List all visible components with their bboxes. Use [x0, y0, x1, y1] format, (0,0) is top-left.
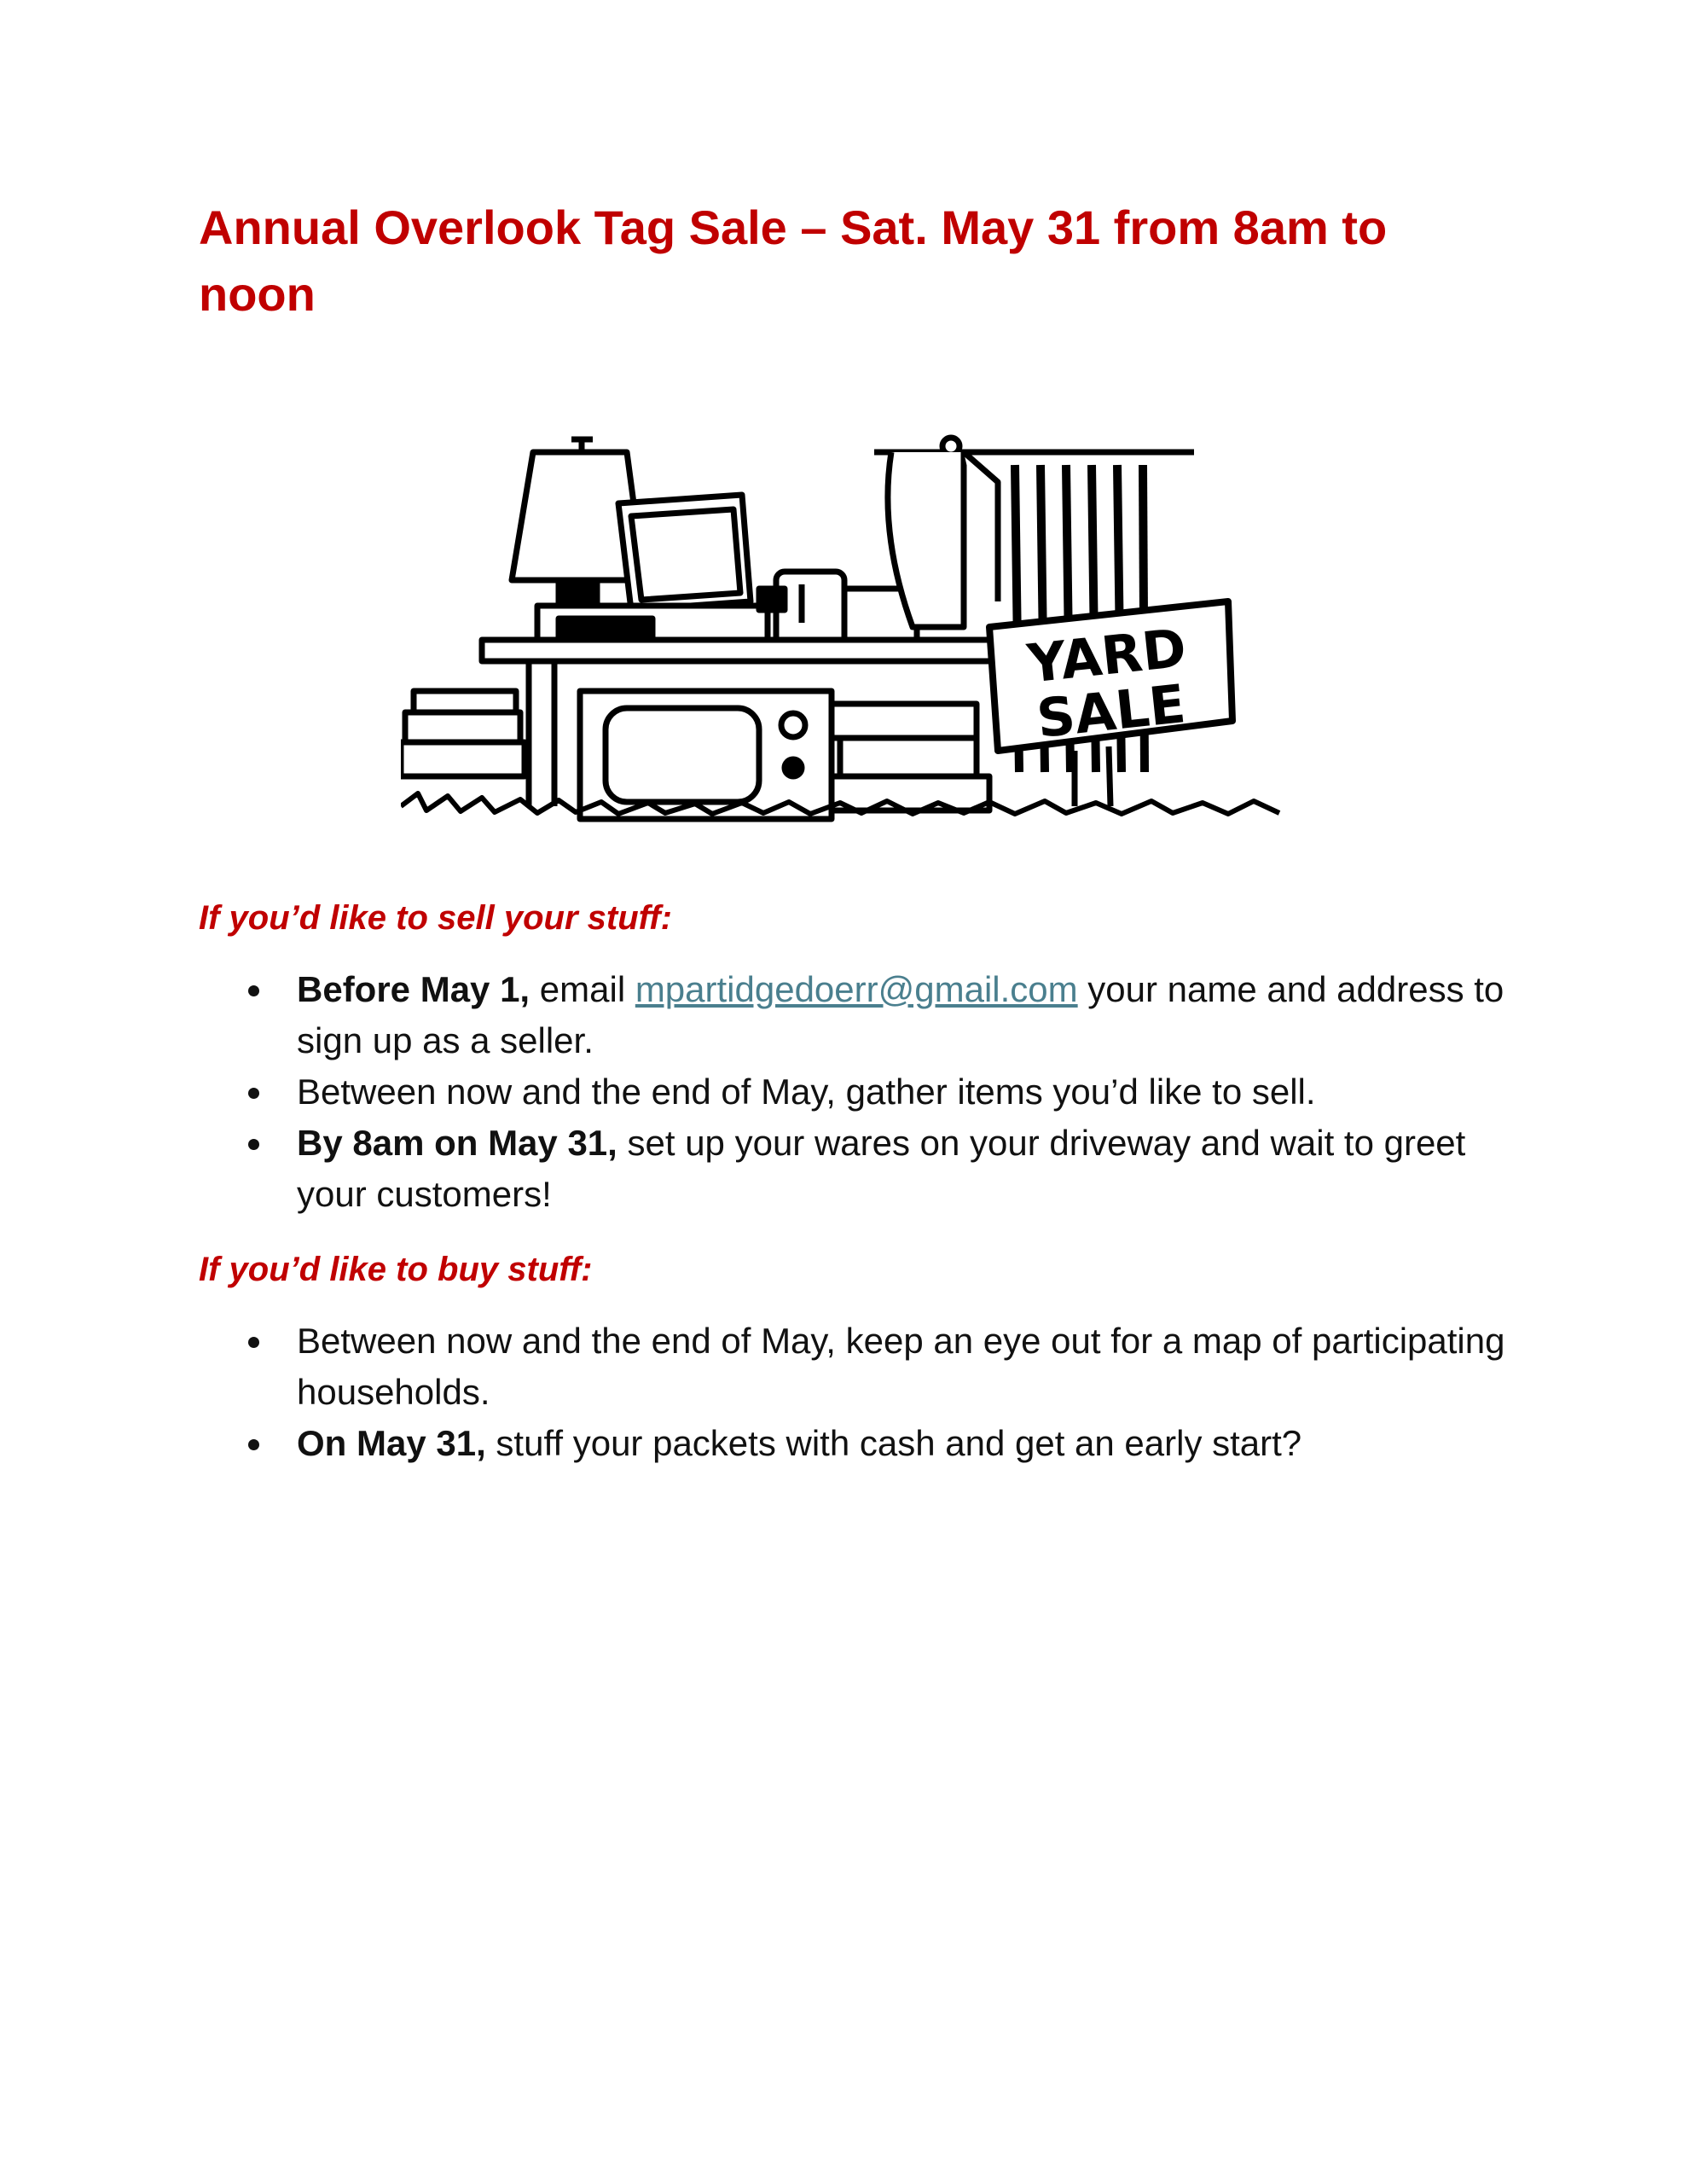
item-emphasis: Before May 1,	[297, 969, 530, 1009]
bullet-icon	[248, 1337, 259, 1348]
list-item	[199, 964, 1512, 1066]
item-text: set up your wares on your driveway and wait to greet your customers!	[297, 1123, 1466, 1214]
bullet-icon	[248, 1139, 259, 1150]
list-item	[199, 1316, 1512, 1418]
page-title: Annual Overlook Tag Sale – Sat. May 31 from 8am to noon	[199, 200, 1388, 321]
item-emphasis: By 8am on May 31,	[297, 1123, 617, 1163]
item-text: Between now and the end of May, keep an eye out for a map of participating households.	[297, 1321, 1505, 1412]
item-text: your name and address to sign up as a seller.	[297, 969, 1504, 1060]
sign-text-sale: SALE	[1034, 672, 1189, 751]
list-item	[199, 1066, 1512, 1118]
bullet-icon	[248, 985, 259, 996]
item-text: email	[530, 969, 635, 1009]
buy-section-heading: If you’d like to buy stuff:	[199, 1251, 593, 1288]
sign-text-yard: YARD	[1024, 616, 1190, 695]
yard-sale-clipart-icon	[401, 431, 1288, 832]
sell-list	[199, 964, 1512, 1220]
item-text: stuff your packets with cash and get an early start?	[485, 1423, 1302, 1463]
bullet-icon	[248, 1439, 259, 1450]
item-text: Between now and the end of May, gather items you’d like to sell.	[297, 1072, 1316, 1112]
sell-section-heading: If you’d like to sell your stuff:	[199, 899, 672, 937]
item-emphasis: On May 31,	[297, 1423, 486, 1463]
list-item	[199, 1118, 1512, 1220]
buy-list	[199, 1316, 1512, 1469]
list-item	[199, 1418, 1512, 1469]
bullet-icon	[248, 1088, 259, 1099]
email-link[interactable]: mpartidgedoerr@gmail.com	[635, 969, 1078, 1009]
